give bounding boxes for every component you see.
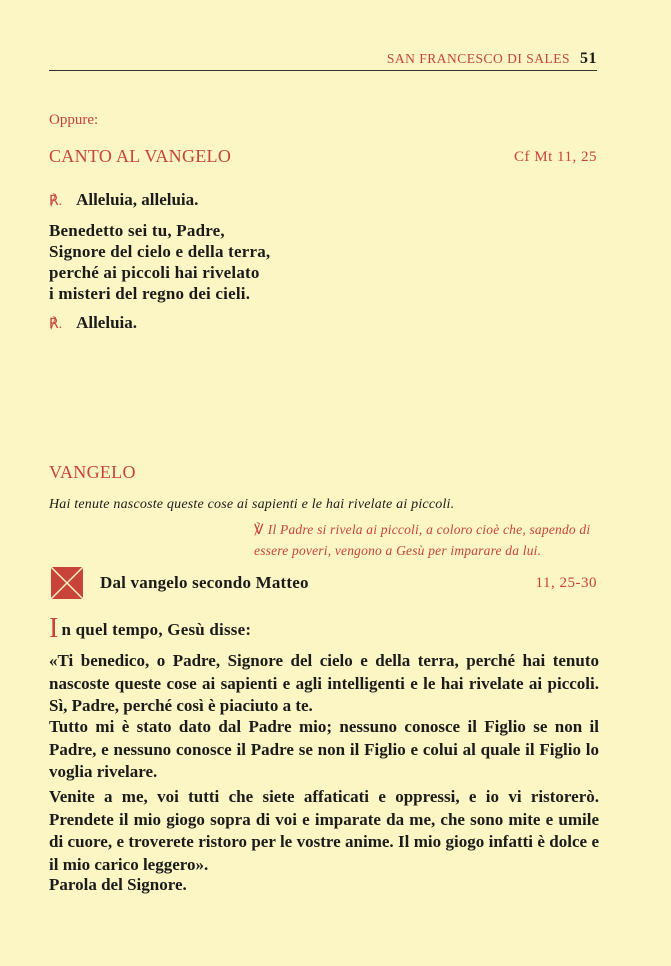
canto-reference: Cf Mt 11, 25 xyxy=(514,149,597,165)
header-rule xyxy=(49,70,597,71)
response-line-2 xyxy=(49,313,137,333)
gospel-opening xyxy=(49,613,251,645)
verse-line: i misteri del regno dei cieli. xyxy=(49,284,251,303)
response-text-1: Alleluia, alleluia. xyxy=(76,190,199,209)
vangelo-title: VANGELO xyxy=(49,462,136,482)
opening-text: n quel tempo, Gesù disse: xyxy=(61,620,252,639)
gospel-paragraph: Venite a me, voi tutti che siete affaticati e oppressi, e io vi ristorerò. Prendete il mio giogo sopra di voi e imparate da me, che sono mite e umile di cuore, e troverete ristoro per le vostre anime. Il mio giogo infatti è dolce e il mio carico leggero». xyxy=(49,787,599,874)
response-text-2: Alleluia. xyxy=(76,313,137,332)
running-head xyxy=(49,50,597,68)
gospel-note xyxy=(254,520,599,561)
verse-line: Signore del cielo e della terra, xyxy=(49,242,271,261)
running-title: SAN FRANCESCO DI SALES xyxy=(386,51,570,66)
gospel-paragraph: Tutto mi è stato dato dal Padre mio; nessuno conosce il Figlio se non il Padre, e nessuno conosce il Padre se non il Figlio e colui al quale il Figlio lo voglia rivelare. xyxy=(49,717,599,781)
gospel-antiphon: Hai tenute nascoste queste cose ai sapienti e le hai rivelate ai piccoli. xyxy=(49,497,455,512)
note-text: Il Padre si rivela ai piccoli, a coloro cioè che, sapendo di essere poveri, vengono a Gesù per imparare da lui. xyxy=(254,522,591,558)
oppure-label: Oppure: xyxy=(49,112,99,128)
response-line-1 xyxy=(49,190,198,210)
cross-icon xyxy=(49,565,85,601)
canto-title: CANTO AL VANGELO xyxy=(49,146,232,166)
acclamation-verse xyxy=(49,220,270,304)
response-symbol: ℟. xyxy=(49,194,63,209)
verse-line: perché ai piccoli hai rivelato xyxy=(49,263,260,282)
gospel-intro: Dal vangelo secondo Matteo xyxy=(100,573,309,592)
gospel-paragraph: «Ti benedico, o Padre, Signore del cielo e della terra, perché hai tenuto nascoste queste cose ai sapienti e agli intelligenti e le hai rivelate ai piccoli. Sì, Padre, perché così è piaciuto a te. xyxy=(49,651,599,715)
drop-initial: I xyxy=(49,613,59,644)
page-number: 51 xyxy=(580,50,597,67)
versicle-symbol: ℣ xyxy=(254,523,264,538)
response-symbol: ℟. xyxy=(49,317,63,332)
closing-acclamation: Parola del Signore. xyxy=(49,875,187,894)
verse-line: Benedetto sei tu, Padre, xyxy=(49,221,225,240)
gospel-reference: 11, 25-30 xyxy=(535,575,597,591)
